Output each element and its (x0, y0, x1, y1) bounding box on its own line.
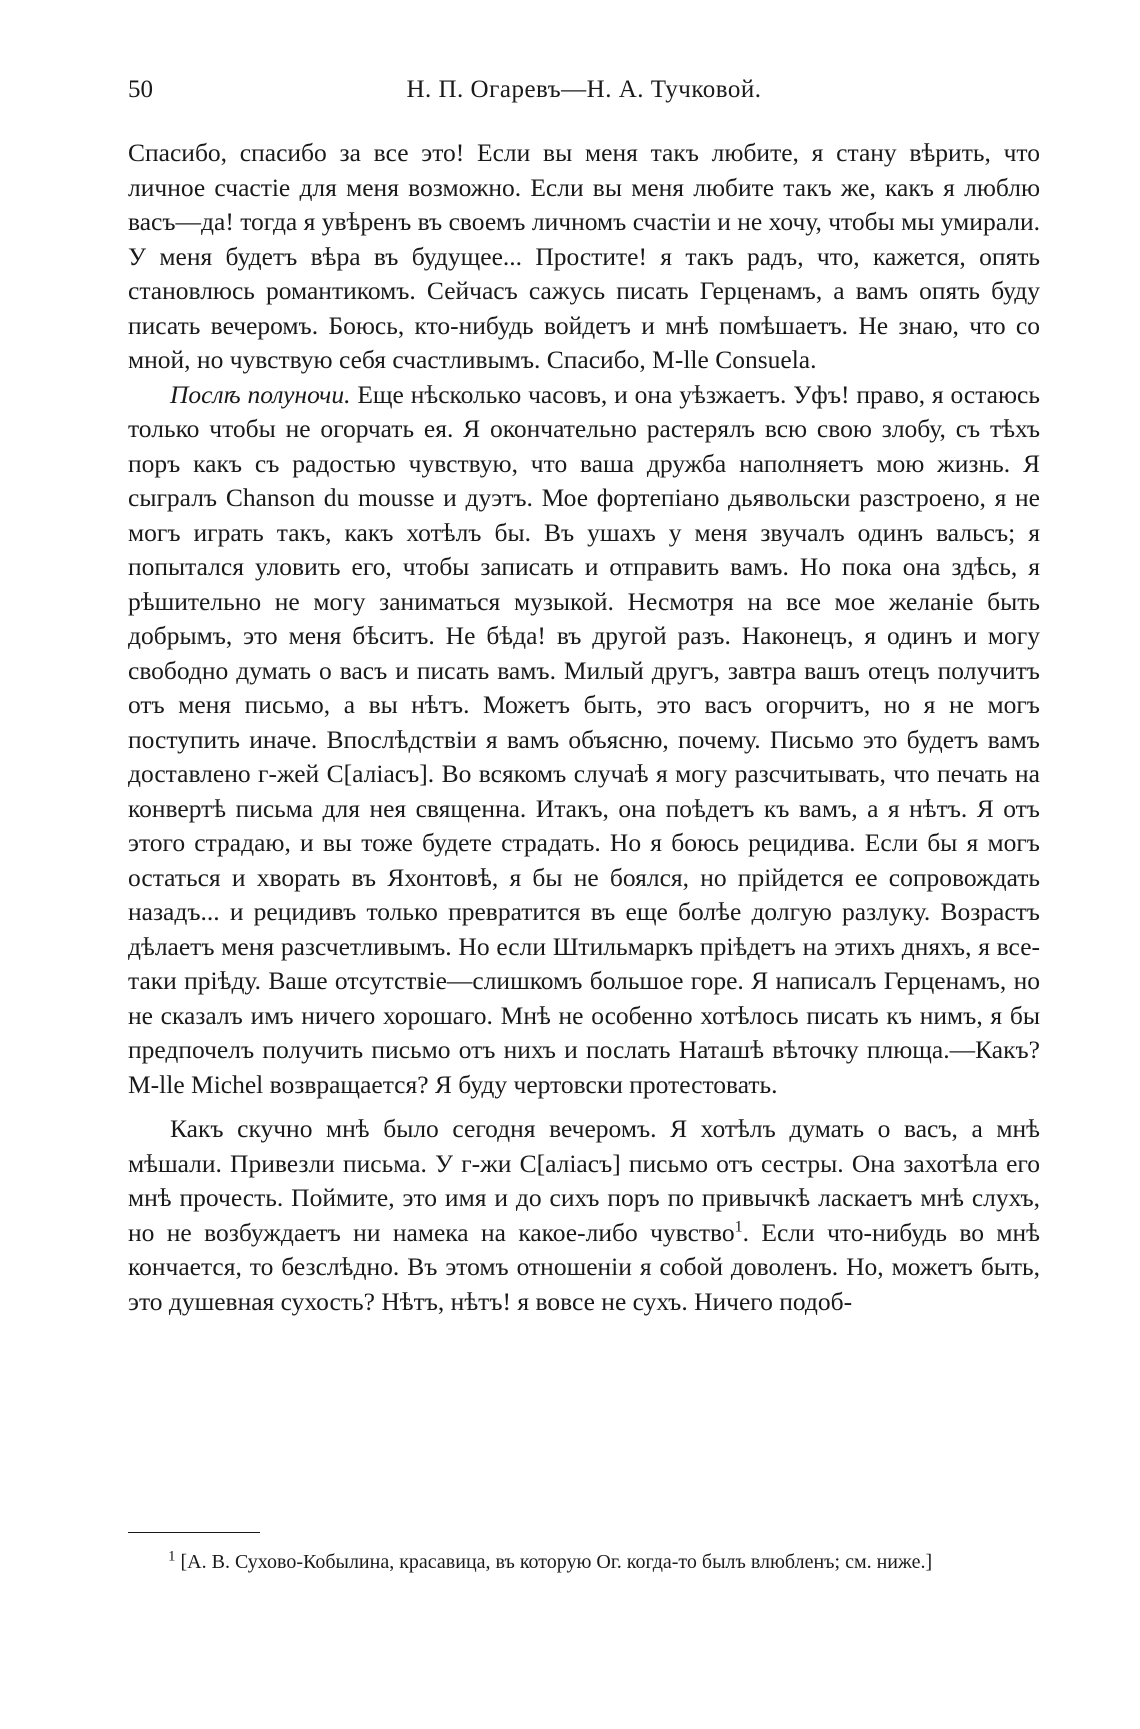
footnote-text: [А. В. Сухово-Кобылина, красавица, въ которую Ог. когда-то былъ влюбленъ; см. ниже.] (175, 1551, 933, 1573)
footnote-reference: 1 (734, 1218, 743, 1235)
page-number: 50 (128, 76, 153, 103)
page-header (128, 76, 1040, 116)
main-text (128, 136, 1040, 1319)
paragraph-1: Спасибо, спасибо за все это! Если вы меня такъ любите, я стану вѣрить, что личное счастіе для меня возможно. Если вы меня любите такъ же, какъ я люблю васъ—да! тогда я увѣренъ въ своемъ личномъ счастіи и не хочу, чтобы мы умирали. У меня будетъ вѣра въ будущее... Простите! я такъ радъ, что, кажется, опять становлюсь романтикомъ. Сейчасъ сажусь писать Герценамъ, а вамъ опять буду писать вечеромъ. Боюсь, кто-нибудь войдетъ и мнѣ помѣшаетъ. Не знаю, что со мной, но чувствую себя счастливымъ. Спасибо, M-lle Consuela. (128, 138, 1040, 374)
paragraph-2-text: Еще нѣсколько часовъ, и она уѣзжаетъ. Уфъ! право, я остаюсь только чтобы не огорчать ея. Я окончательно растерялъ всю свою злобу, съ тѣхъ поръ какъ съ радостью чувствую, что ваша дружба наполняетъ мою жизнь. Я сыгралъ Chanson du mousse и дуэтъ. Мое фортепіано дьявольски разстроено, я не могъ играть такъ, какъ хотѣлъ бы. Въ ушахъ у меня звучалъ одинъ вальсъ; я попытался уловить его, чтобы записать и отправить вамъ. Но пока она здѣсь, я рѣшительно не могу заниматься музыкой. Несмотря на все мое желаніе быть добрымъ, это меня бѣситъ. Не бѣда! въ другой разъ. Наконецъ, я одинъ и могу свободно думать о васъ и писать вамъ. Милый другъ, завтра вашъ отецъ получитъ отъ меня письмо, а вы нѣтъ. Можетъ быть, это васъ огорчитъ, но я не могъ поступить иначе. Впослѣдствіи я вамъ объясню, почему. Письмо это будетъ вамъ доставлено г-жей С[аліасъ]. Во всякомъ случаѣ я могу разсчитывать, что печать на конвертѣ письма для нея священна. Итакъ, она поѣдетъ къ вамъ, а я нѣтъ. Я отъ этого страдаю, и вы тоже будете страдать. Но я боюсь рецидива. Если бы я могъ остаться и хворать въ Яхонтовѣ, я бы не боялся, но прійдется ее сопровождать назадъ... и рецидивъ только превратится въ еще болѣе долгую разлуку. Возрастъ дѣлаетъ меня разсчетливымъ. Но если Штильмаркъ пріѣдетъ на этихъ дняхъ, я все-таки пріѣду. Ваше отсутствіе—слишкомъ большое горе. Я написалъ Герценамъ, но не сказалъ имъ ничего хорошаго. Мнѣ не особенно хотѣлось писать къ нимъ, я бы предпочелъ получить письмо отъ нихъ и послать Наташѣ вѣточку плюща.—Какъ? M-lle Michel возвращается? Я буду чертовски протестовать. (128, 379, 1040, 1099)
paragraph-2-lead: Послѣ полуночи. (170, 379, 351, 409)
footnote (128, 1548, 1040, 1577)
paragraph-3-text-after: . Если что-нибудь во мнѣ кончается, то безслѣдно. Въ этомъ отношеніи я собой доволенъ. Но, можетъ быть, это душевная сухость? Нѣтъ, нѣтъ! я вовсе не сухъ. Ничего подоб- (128, 1217, 1040, 1316)
running-title: Н. П. Огаревъ—Н. А. Тучковой. (406, 76, 762, 103)
footnote-marker: 1 (168, 1548, 176, 1565)
footnote-divider (128, 1532, 260, 1533)
paragraph-3-text-before: Какъ скучно мнѣ было сегодня вечеромъ. Я хотѣлъ думать о васъ, а мнѣ мѣшали. Привезли письма. У г-жи С[аліасъ] письмо отъ сестры. Она захотѣла его мнѣ прочесть. Поймите, это имя и до сихъ поръ по привычкѣ ласкаетъ мнѣ слухъ, но не возбуждаетъ ни намека на какое-либо чувство (128, 1114, 1040, 1247)
paragraph-3 (128, 1112, 1040, 1319)
paragraph-2 (128, 378, 1040, 1103)
